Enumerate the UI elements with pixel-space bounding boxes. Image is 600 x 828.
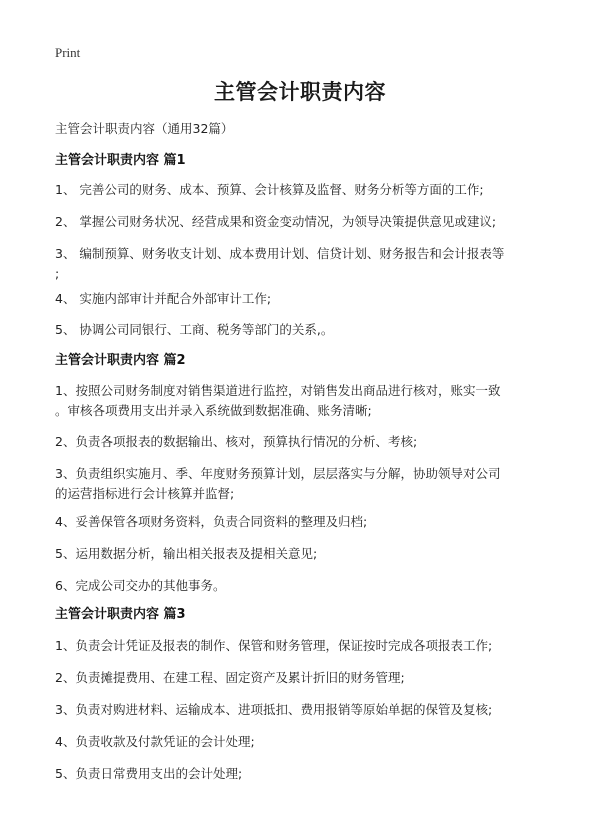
section-3-item-4: 4、负责收款及付款凭证的会计处理; <box>55 734 255 749</box>
section-1-item-1: 1、 完善公司的财务、成本、预算、会计核算及监督、财务分析等方面的工作; <box>55 182 484 197</box>
section-2-item-1: 1、按照公司财务制度对销售渠道进行监控，对销售发出商品进行核对，账实一致 。审核各项费用支出并录入系统做到数据准确、账务清晰; <box>55 383 501 418</box>
section-2-item-6: 6、完成公司交办的其他事务。 <box>55 578 226 593</box>
section-heading-3: 主管会计职责内容 篇3 <box>55 607 186 622</box>
section-1-item-3: 3、 编制预算、财务收支计划、成本费用计划、信贷计划、财务报告和会计报表等 ; <box>55 246 505 281</box>
page-title: 主管会计职责内容 <box>214 80 386 104</box>
section-heading-1: 主管会计职责内容 篇1 <box>55 153 186 168</box>
section-2-item-5: 5、运用数据分析，输出相关报表及提相关意见; <box>55 546 318 561</box>
section-heading-2: 主管会计职责内容 篇2 <box>55 353 186 368</box>
section-1-item-5: 5、 协调公司同银行、工商、税务等部门的关系,。 <box>55 322 334 337</box>
section-2-item-3: 3、负责组织实施月、季、年度财务预算计划，层层落实与分解，协助领导对公司 的运营指标进行会计核算并监督; <box>55 466 501 501</box>
section-1-item-2: 2、 掌握公司财务状况、经营成果和资金变动情况，为领导决策提供意见或建议; <box>55 214 497 229</box>
section-3-item-3: 3、负责对购进材料、运输成本、进项抵扣、费用报销等原始单据的保管及复核; <box>55 702 493 717</box>
print-link[interactable]: Print <box>55 45 81 60</box>
section-3-item-1: 1、负责会计凭证及报表的制作、保管和财务管理，保证按时完成各项报表工作; <box>55 638 493 653</box>
section-3-item-2: 2、负责摊提费用、在建工程、固定资产及累计折旧的财务管理; <box>55 670 405 685</box>
document-subtitle: 主管会计职责内容（通用32篇） <box>55 121 234 136</box>
section-2-item-2: 2、负责各项报表的数据输出、核对，预算执行情况的分析、考核; <box>55 434 418 449</box>
section-1-item-4: 4、 实施内部审计并配合外部审计工作; <box>55 291 272 306</box>
section-2-item-4: 4、妥善保管各项财务资料，负责合同资料的整理及归档; <box>55 514 368 529</box>
section-3-item-5: 5、负责日常费用支出的会计处理; <box>55 766 243 781</box>
